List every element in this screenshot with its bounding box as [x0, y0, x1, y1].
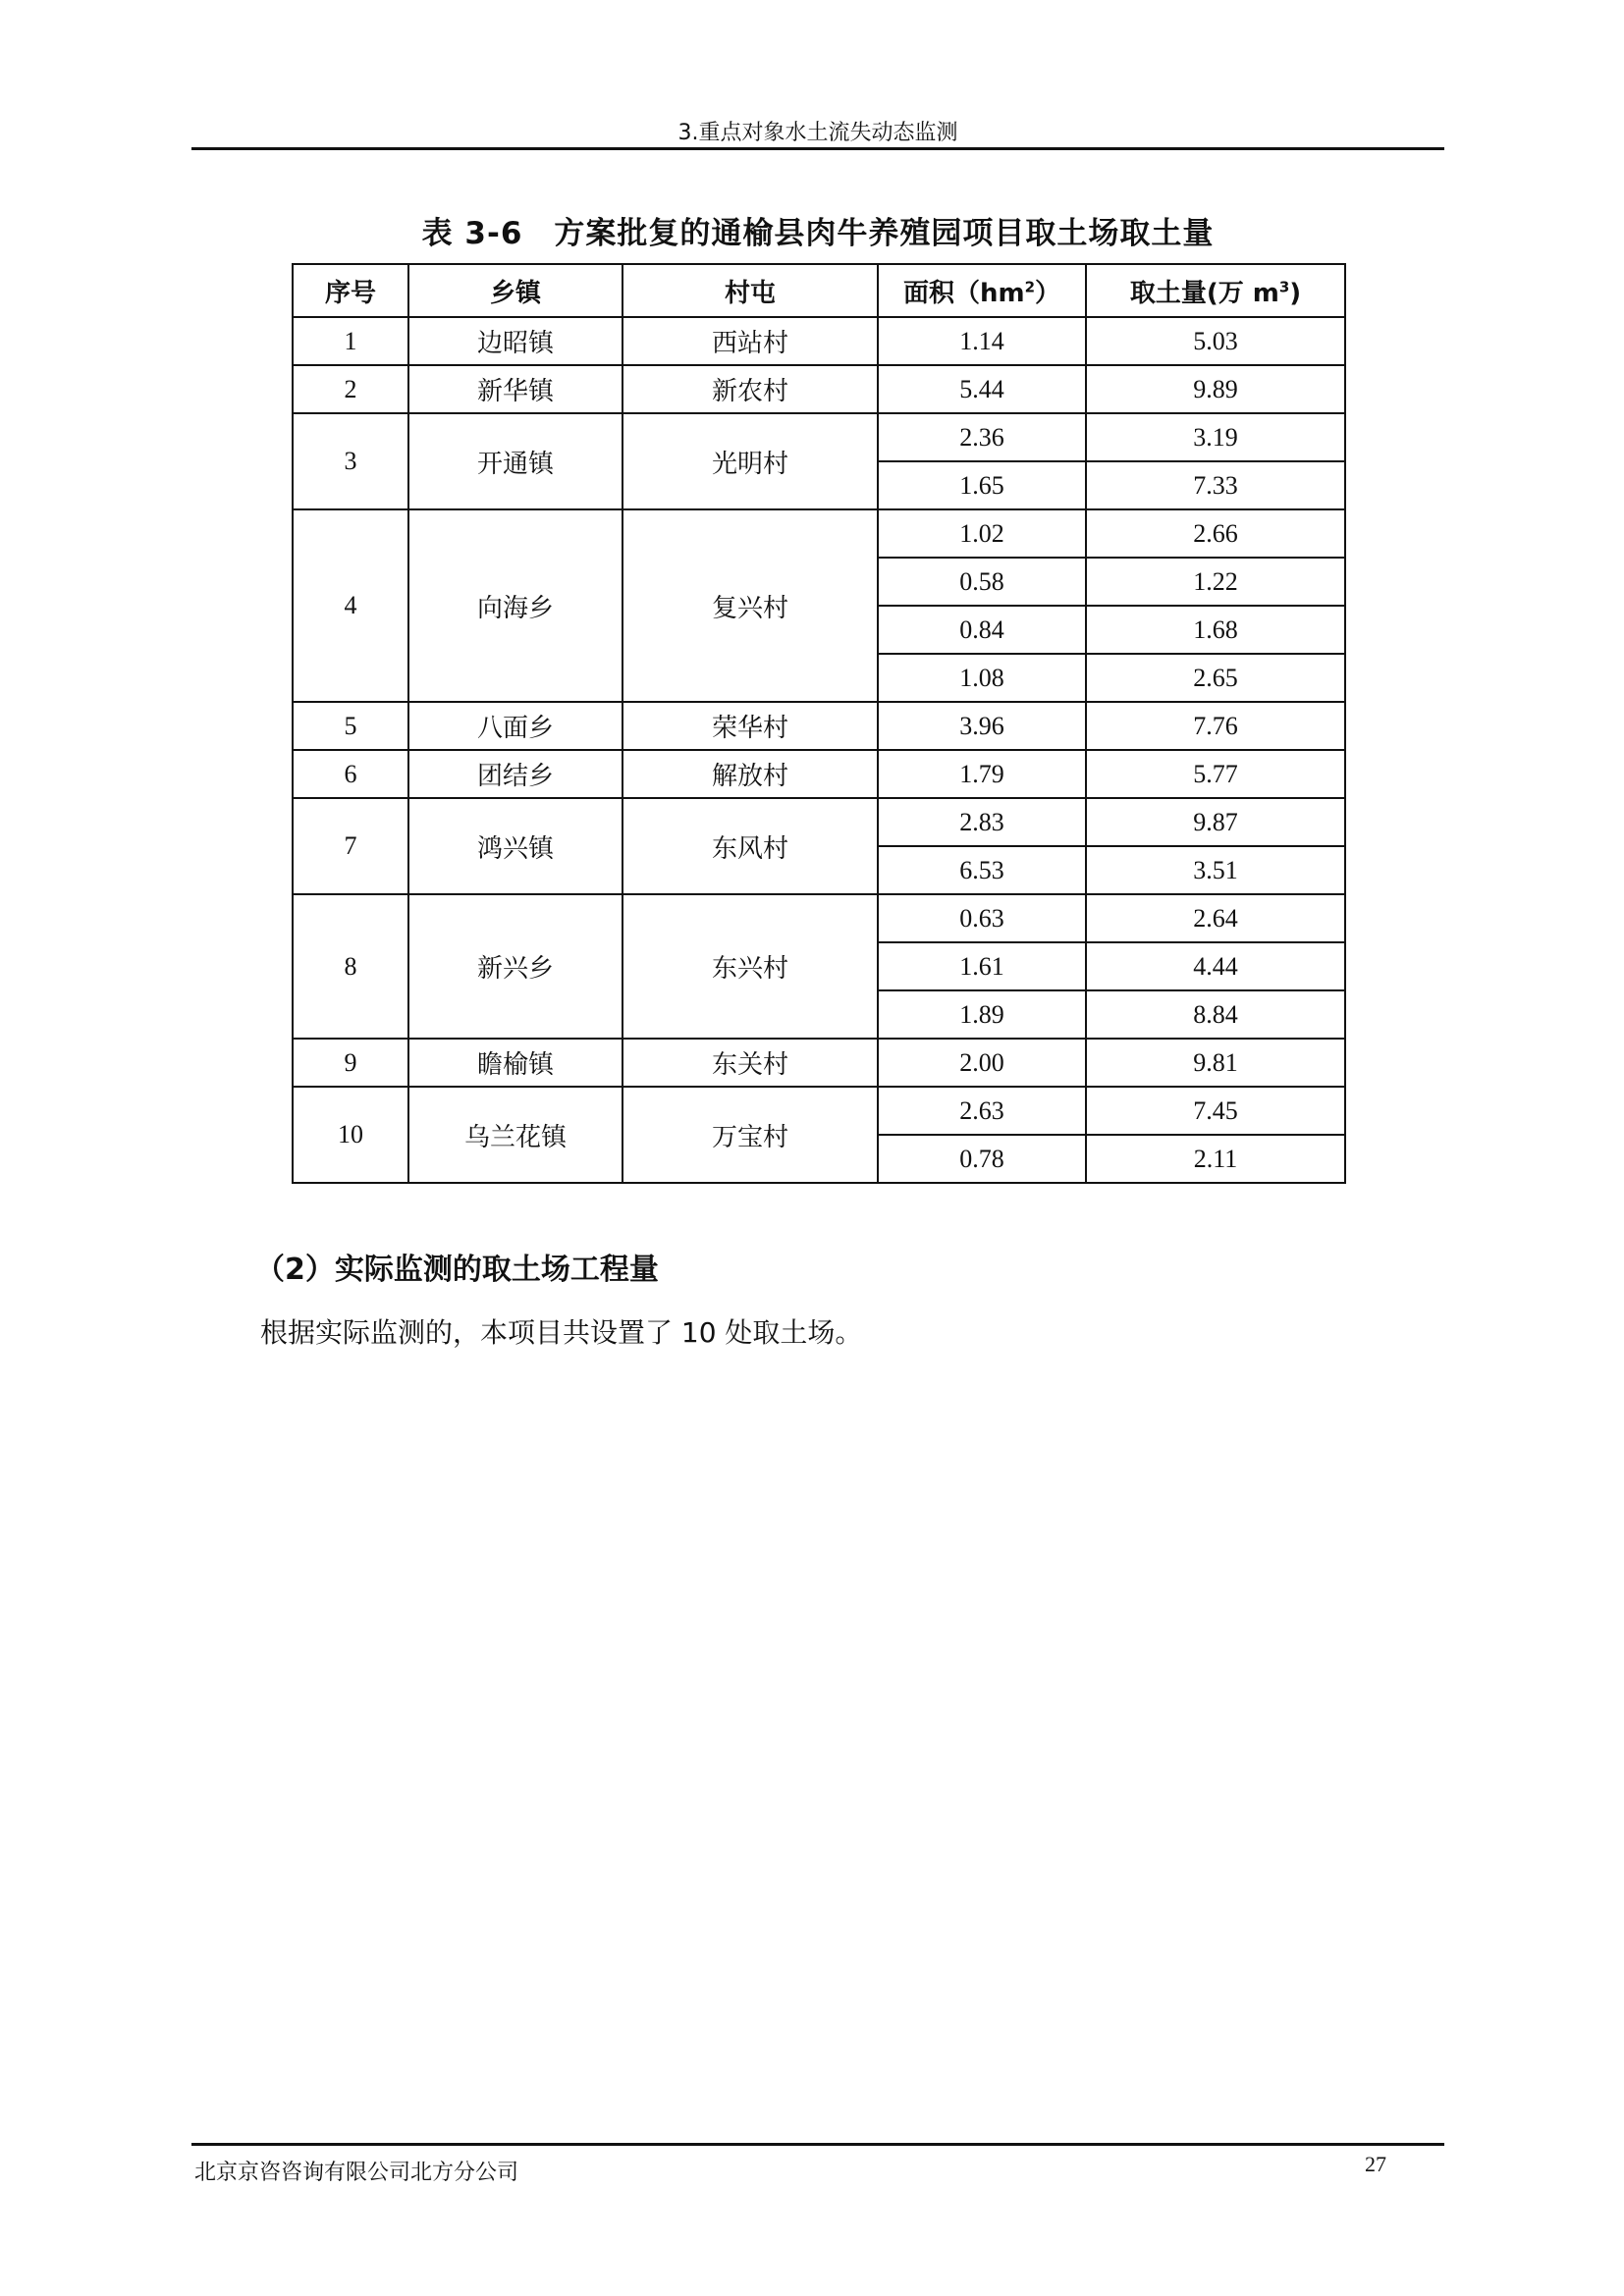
- cell-volume: 1.22: [1086, 558, 1345, 606]
- cell-area: 0.63: [878, 894, 1086, 942]
- cell-volume: 3.51: [1086, 846, 1345, 894]
- cell-area: 3.96: [878, 702, 1086, 750]
- cell-area: 1.02: [878, 509, 1086, 558]
- col-header-area-sup: 2: [1024, 277, 1036, 295]
- col-header-volume: [1086, 264, 1345, 317]
- cell-no: 8: [293, 894, 408, 1039]
- cell-volume: 4.44: [1086, 942, 1345, 990]
- table-row: [293, 1039, 1345, 1087]
- cell-town: 边昭镇: [408, 317, 623, 365]
- table-body: [293, 317, 1345, 1183]
- cell-village: 东风村: [623, 798, 878, 894]
- cell-volume: 2.64: [1086, 894, 1345, 942]
- table-row: [293, 798, 1345, 846]
- footer-divider: [191, 2143, 1444, 2146]
- col-header-area-close: ）: [1035, 278, 1061, 308]
- cell-village: 光明村: [623, 413, 878, 509]
- cell-town: 新华镇: [408, 365, 623, 413]
- cell-village: 东关村: [623, 1039, 878, 1087]
- table-row: [293, 317, 1345, 365]
- cell-area: 0.84: [878, 606, 1086, 654]
- cell-town: 乌兰花镇: [408, 1087, 623, 1183]
- table-row: [293, 509, 1345, 558]
- col-header-village: 村屯: [623, 264, 878, 317]
- cell-town: 鸿兴镇: [408, 798, 623, 894]
- cell-town: 开通镇: [408, 413, 623, 509]
- cell-volume: 9.81: [1086, 1039, 1345, 1087]
- cell-town: 瞻榆镇: [408, 1039, 623, 1087]
- cell-volume: 8.84: [1086, 990, 1345, 1039]
- cell-volume: 7.45: [1086, 1087, 1345, 1135]
- table-row: [293, 1087, 1345, 1135]
- cell-no: 9: [293, 1039, 408, 1087]
- cell-no: 7: [293, 798, 408, 894]
- cell-town: 新兴乡: [408, 894, 623, 1039]
- cell-area: 6.53: [878, 846, 1086, 894]
- cell-area: 1.65: [878, 461, 1086, 509]
- cell-no: 1: [293, 317, 408, 365]
- table-row: [293, 413, 1345, 461]
- cell-volume: 1.68: [1086, 606, 1345, 654]
- cell-area: 1.08: [878, 654, 1086, 702]
- cell-volume: 2.65: [1086, 654, 1345, 702]
- col-header-volume-sup: 3: [1278, 277, 1290, 295]
- cell-village: 万宝村: [623, 1087, 878, 1183]
- cell-volume: 3.19: [1086, 413, 1345, 461]
- table-header-row: [293, 264, 1345, 317]
- cell-volume: 9.89: [1086, 365, 1345, 413]
- cell-volume: 5.77: [1086, 750, 1345, 798]
- table-row: [293, 365, 1345, 413]
- table-row: [293, 894, 1345, 942]
- cell-area: 1.61: [878, 942, 1086, 990]
- cell-village: 荣华村: [623, 702, 878, 750]
- section-heading: （2）实际监测的取土场工程量: [255, 1253, 659, 1287]
- cell-no: 3: [293, 413, 408, 509]
- col-header-area-text: 面积（hm: [902, 278, 1025, 308]
- cell-area: 1.79: [878, 750, 1086, 798]
- cell-town: 团结乡: [408, 750, 623, 798]
- section-paragraph: 根据实际监测的，本项目共设置了 10 处取土场。: [260, 1316, 863, 1349]
- cell-area: 1.89: [878, 990, 1086, 1039]
- col-header-area: [878, 264, 1086, 317]
- footer-company: 北京京咨咨询有限公司北方分公司: [194, 2161, 519, 2185]
- cell-village: 复兴村: [623, 509, 878, 702]
- col-header-town: 乡镇: [408, 264, 623, 317]
- table-row: [293, 750, 1345, 798]
- cell-village: 新农村: [623, 365, 878, 413]
- table-title: 表 3-6 方案批复的通榆县肉牛养殖园项目取土场取土量: [421, 216, 1215, 251]
- cell-volume: 9.87: [1086, 798, 1345, 846]
- running-header: 3.重点对象水土流失动态监测: [677, 121, 958, 145]
- cell-area: 0.78: [878, 1135, 1086, 1183]
- cell-village: 解放村: [623, 750, 878, 798]
- header-divider: [191, 147, 1444, 150]
- page-number: 27: [1365, 2152, 1386, 2176]
- cell-no: 6: [293, 750, 408, 798]
- cell-no: 5: [293, 702, 408, 750]
- cell-area: 5.44: [878, 365, 1086, 413]
- col-header-volume-text: 取土量(万 m: [1129, 278, 1279, 308]
- cell-volume: 7.33: [1086, 461, 1345, 509]
- col-header-volume-close: ): [1289, 278, 1302, 308]
- cell-volume: 2.11: [1086, 1135, 1345, 1183]
- table-row: [293, 702, 1345, 750]
- borrow-pit-table: [292, 263, 1346, 1184]
- cell-town: 向海乡: [408, 509, 623, 702]
- cell-area: 0.58: [878, 558, 1086, 606]
- cell-area: 2.83: [878, 798, 1086, 846]
- col-header-no: 序号: [293, 264, 408, 317]
- cell-town: 八面乡: [408, 702, 623, 750]
- cell-no: 4: [293, 509, 408, 702]
- cell-village: 东兴村: [623, 894, 878, 1039]
- cell-area: 2.63: [878, 1087, 1086, 1135]
- cell-area: 1.14: [878, 317, 1086, 365]
- cell-no: 10: [293, 1087, 408, 1183]
- cell-volume: 5.03: [1086, 317, 1345, 365]
- cell-area: 2.00: [878, 1039, 1086, 1087]
- cell-area: 2.36: [878, 413, 1086, 461]
- cell-no: 2: [293, 365, 408, 413]
- cell-volume: 2.66: [1086, 509, 1345, 558]
- cell-volume: 7.76: [1086, 702, 1345, 750]
- cell-village: 西站村: [623, 317, 878, 365]
